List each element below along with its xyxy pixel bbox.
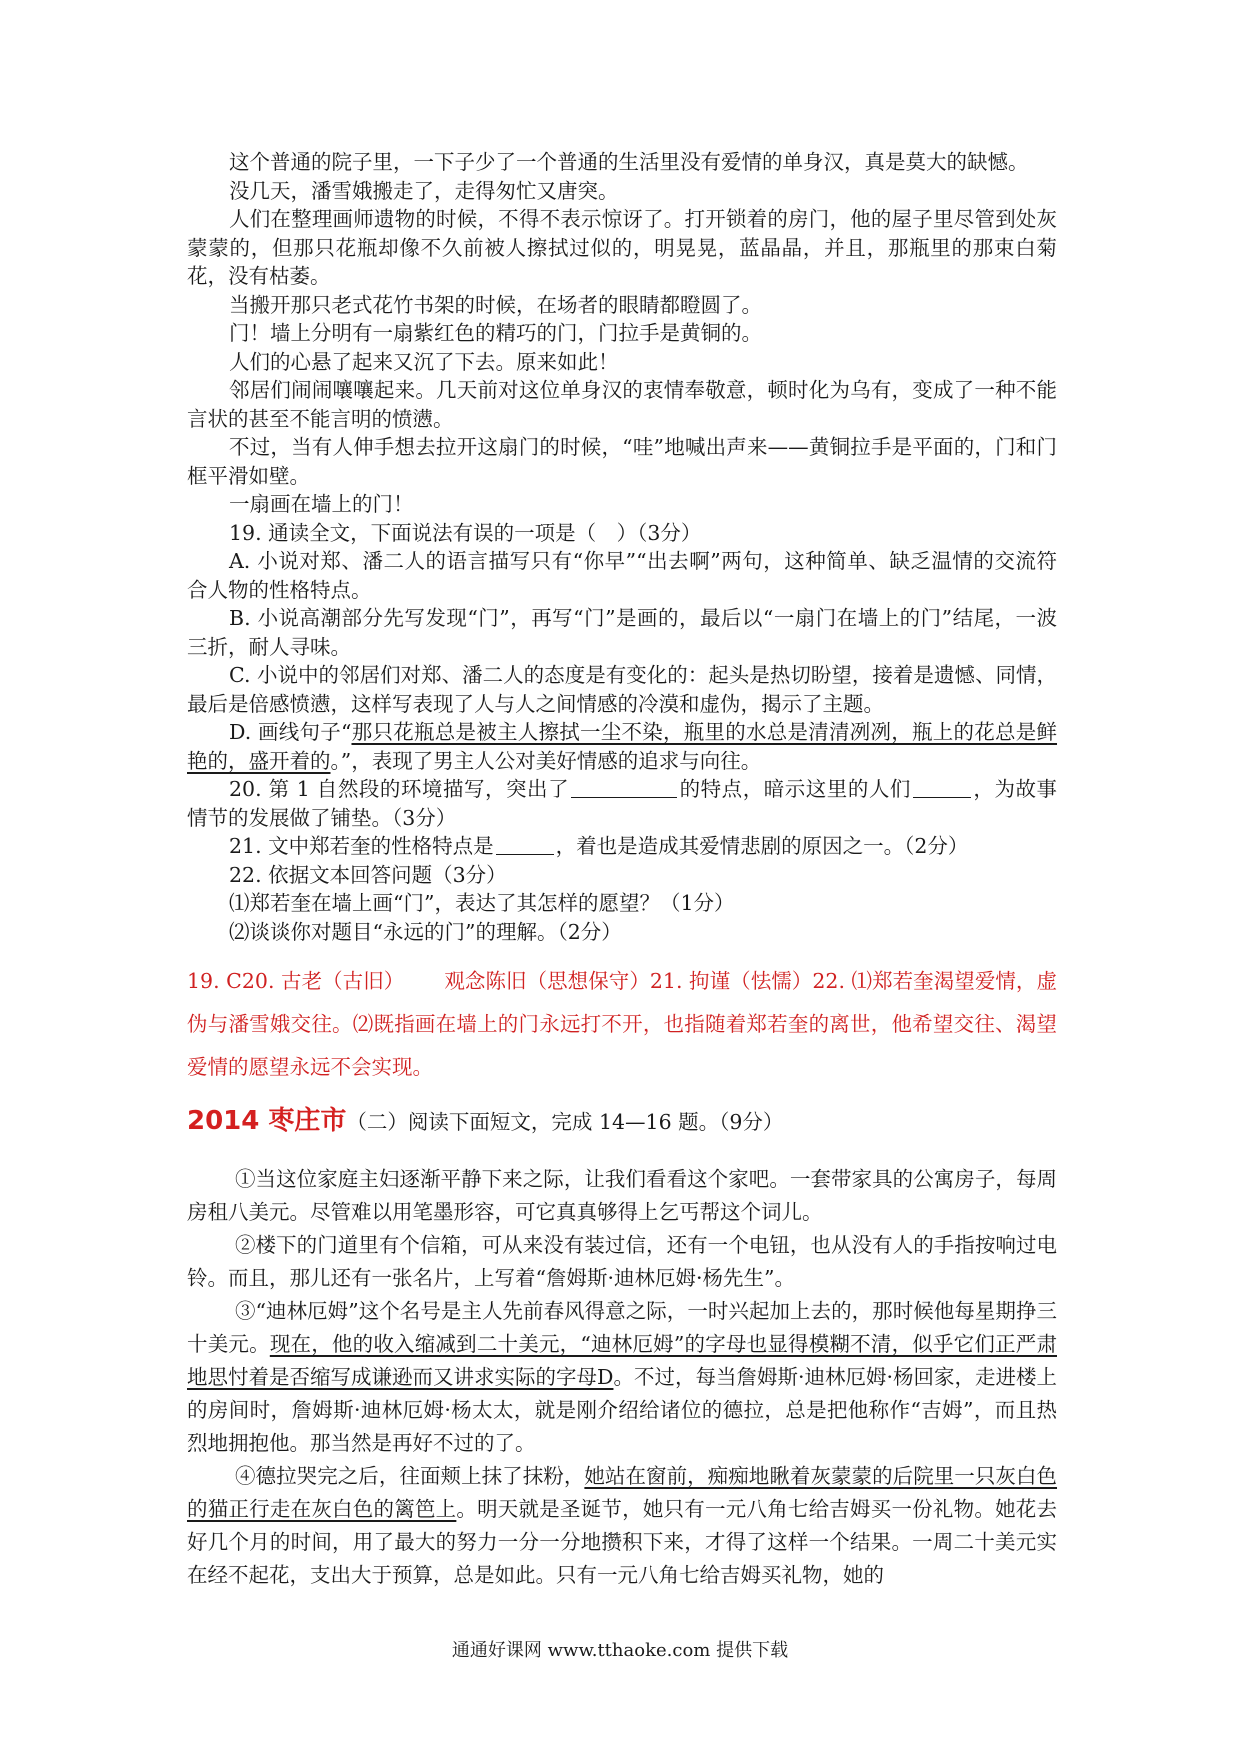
question-20-text-3: ，为故事情节的发展做了铺垫。（3分） xyxy=(187,777,1058,830)
answer-key-part-1: 19. C20. 古老（古旧） xyxy=(187,969,405,993)
underlined-sentence: 她站在窗前，痴痴地瞅着灰蒙蒙的后院里一只灰白色的猫正行走在灰白色的篱笆上 xyxy=(187,1463,1058,1521)
underlined-sentence: 那只花瓶总是被主人擦拭一尘不染，瓶里的水总是清清冽冽，瓶上的花总是鲜艳的，盛开着的 xyxy=(187,720,1058,773)
paragraph-4-text-end: 。明天就是圣诞节，她只有一元八角七给吉姆买一份礼物。她花去好几个月的时间，用了最大的努力一分一分地攒积下来，才得了这样一个结果。一周二十美元实在经不起花，支出大于预算，总是如此。只有一元八角七给吉姆买礼物，她的 xyxy=(187,1496,1058,1587)
paragraph-3-text: ③“迪林厄姆”这个名号是主人先前春风得意之际，一时兴起加上去的，那时候他每星期挣三十美元。 xyxy=(187,1298,1057,1356)
reading-paragraph-4 xyxy=(187,1460,1057,1592)
question-22-sub-2: ⑵谈谈你对题目“永远的门”的理解。（2分） xyxy=(229,919,622,944)
question-20 xyxy=(187,775,1057,832)
question-22-stem: 22. 依据文本回答问题（3分） xyxy=(229,862,507,887)
question-21-text-2: ，着也是造成其爱情悲剧的原因之一。（2分） xyxy=(555,834,969,858)
answer-key-part-2: 观念陈旧（思想保守）21. 拘谨（怯懦）22. ⑴郑若奎渴望爱情，虚伪与潘雪娥交往。⑵既指画在墙上的门永远打不开，也指随着郑若奎的离世，他希望交往、渴望爱情的愿望永远不会实现。 xyxy=(187,969,1057,1079)
question-19-option-d xyxy=(187,718,1057,775)
section-title: 2014 枣庄市 xyxy=(187,1106,347,1136)
story-paragraph: 这个普通的院子里，一下子少了一个普通的生活里没有爱情的单身汉，真是莫大的缺憾。 xyxy=(229,150,1029,174)
page-content xyxy=(187,148,1057,1592)
underlined-sentence: 现在，他的收入缩减到二十美元，“迪林厄姆”的字母也显得模糊不清，似乎它们正严肃地思忖着是否缩写成谦逊而又讲求实际的字母D xyxy=(187,1331,1057,1389)
section-instruction: （二）阅读下面短文，完成 14—16 题。（9分） xyxy=(346,1110,784,1134)
question-22-sub-1: ⑴郑若奎在墙上画“门”，表达了其怎样的愿望？（1分） xyxy=(229,891,735,915)
story-paragraph: 没几天，潘雪娥搬走了，走得匆忙又唐突。 xyxy=(229,178,619,203)
question-19-option-b: B. 小说高潮部分先写发现“门”，再写“门”是画的，最后以“一扇门在墙上的门”结尾，一波三折，耐人寻味。 xyxy=(187,606,1057,659)
paragraph-3-text-end: 。不过，每当詹姆斯·迪林厄姆·杨回家，走进楼上的房间时，詹姆斯·迪林厄姆·杨太太，就是刚介绍给诸位的德拉，总是把他称作“吉姆”，而且热烈地拥抱他。那当然是再好不过的了。 xyxy=(187,1364,1057,1455)
paragraph-4-text: ④德拉哭完之后，往面颊上抹了抹粉， xyxy=(235,1463,585,1488)
answer-blank xyxy=(913,777,971,798)
section-heading xyxy=(187,1101,1057,1142)
option-d-suffix: 。”，表现了男主人公对美好情感的追求与向往。 xyxy=(330,748,762,773)
story-paragraph: 人们在整理画师遗物的时候，不得不表示惊讶了。打开锁着的房门，他的屋子里尽管到处灰蒙蒙的，但那只花瓶却像不久前被人擦拭过似的，明晃晃，蓝晶晶，并且，那瓶里的那束白菊花，没有枯萎。 xyxy=(187,207,1057,288)
question-22 xyxy=(187,861,1057,947)
question-21-text-1: 21. 文中郑若奎的性格特点是 xyxy=(229,834,494,858)
story-paragraph: 邻居们闹闹嚷嚷起来。几天前对这位单身汉的衷情奉敬意，顿时化为乌有，变成了一种不能言状的甚至不能言明的愤懑。 xyxy=(187,378,1057,431)
reading-passage xyxy=(187,1163,1057,1592)
story-paragraph: 人们的心悬了起来又沉了下去。原来如此！ xyxy=(229,349,619,374)
page-footer: 通通好课网 www.tthaoke.com 提供下载 xyxy=(451,1640,789,1661)
reading-paragraph-3 xyxy=(187,1295,1057,1460)
answer-key xyxy=(187,960,1057,1089)
question-21 xyxy=(187,832,1057,861)
option-d-prefix: D. 画线句子“ xyxy=(229,720,352,744)
question-19-option-c: C. 小说中的邻居们对郑、潘二人的态度是有变化的：起头是热切盼望，接着是遗憾、同情，最后是倍感愤懑，这样写表现了人与人之间情感的冷漠和虚伪，揭示了主题。 xyxy=(187,663,1057,716)
answer-blank xyxy=(496,834,554,855)
question-20-text-1: 20. 第 1 自然段的环境描写，突出了 xyxy=(229,777,570,801)
story-paragraph: 不过，当有人伸手想去拉开这扇门的时候，“哇”地喊出声来——黄铜拉手是平面的，门和门框平滑如壁。 xyxy=(187,435,1057,488)
story-paragraph: 一扇画在墙上的门！ xyxy=(229,492,414,516)
story-paragraph: 当搬开那只老式花竹书架的时候，在场者的眼睛都瞪圆了。 xyxy=(229,292,762,317)
question-19-option-a: A. 小说对郑、潘二人的语言描写只有“你早”“出去啊”两句，这种简单、缺乏温情的交流符合人物的性格特点。 xyxy=(187,549,1057,602)
answer-blank xyxy=(571,777,677,798)
story-paragraph: 门！墙上分明有一扇紫红色的精巧的门，门拉手是黄铜的。 xyxy=(229,321,762,345)
question-19-stem: 19. 通读全文，下面说法有误的一项是（ ）（3分） xyxy=(229,520,702,545)
question-19 xyxy=(187,519,1057,776)
reading-paragraph-1: ①当这位家庭主妇逐渐平静下来之际，让我们看看这个家吧。一套带家具的公寓房子，每周房租八美元。尽管难以用笔墨形容，可它真真够得上乞丐帮这个词儿。 xyxy=(187,1166,1057,1224)
story-excerpt xyxy=(187,148,1057,519)
question-20-text-2: 的特点，暗示这里的人们 xyxy=(679,777,911,801)
reading-paragraph-2: ②楼下的门道里有个信箱，可从来没有装过信，还有一个电钮，也从没有人的手指按响过电铃。而且，那儿还有一张名片，上写着“詹姆斯·迪林厄姆·杨先生”。 xyxy=(187,1232,1057,1290)
